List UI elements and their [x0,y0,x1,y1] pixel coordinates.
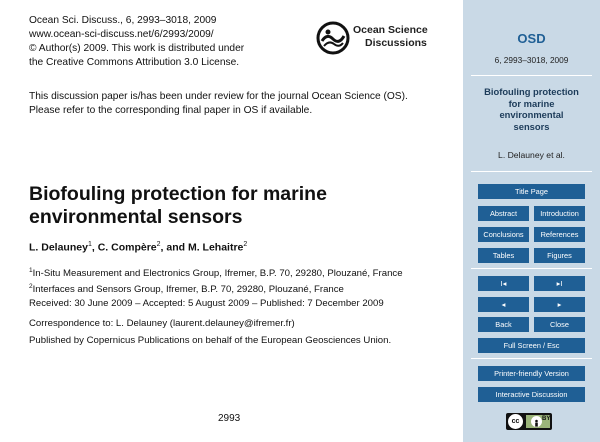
figures-button[interactable]: Figures [534,248,585,263]
interactive-discussion-button[interactable]: Interactive Discussion [478,387,585,402]
abstract-button[interactable]: Abstract [478,206,529,221]
copyright-line: © Author(s) 2009. This work is distributed under [29,43,245,54]
title-page-button[interactable]: Title Page [478,184,585,199]
author-list: L. Delauney$^1$, C. Compère$^2$, and M. Lehaitre$^2$ [29,241,248,254]
license-line: the Creative Commons Attribution 3.0 License. [29,57,240,68]
citation-url[interactable]: www.ocean-sci-discuss.net/6/2993/2009/ [29,29,214,40]
next-page-button[interactable]: ▸ [534,297,585,312]
sidebar-title-line: environmental [499,109,564,120]
affiliation-1 [29,264,459,280]
back-button[interactable]: Back [478,317,529,332]
divider [471,268,592,269]
title-line-2: environmental sensors [29,206,243,228]
citation-line: Ocean Sci. Discuss., 6, 2993–3018, 2009 [29,15,217,26]
references-button[interactable]: References [534,227,585,242]
divider [471,358,592,359]
paper-title [29,183,449,229]
author-affil-marker: 2 [156,241,161,248]
affiliation-text: Interfaces and Sensors Group, Ifremer, B.P. 70, 29280, Plouzané, France [32,284,344,296]
affil-marker: 2 [29,283,33,291]
by-person-icon [531,416,542,427]
by-label: BY [542,416,551,422]
sidebar-author: L. Delauney et al. [498,150,565,160]
printer-friendly-button[interactable]: Printer-friendly Version [478,366,585,381]
publisher-note: Published by Copernicus Publications on behalf of the European Geosciences Union. [29,335,392,346]
fullscreen-button[interactable]: Full Screen / Esc [478,338,585,353]
cc-icon: cc [508,414,523,429]
previous-page-button[interactable]: ◂ [478,297,529,312]
correspondence: Correspondence to: L. Delauney (laurent.delauney@ifremer.fr) [29,318,295,329]
affiliation-text: In-Situ Measurement and Electronics Group, Ifremer, B.P. 70, 29280, Plouzané, France [32,268,403,280]
conclusions-button[interactable]: Conclusions [478,227,529,242]
first-page-button[interactable]: I◂ [478,276,529,291]
author-affil-marker: 2 [243,241,248,248]
sidebar-title [463,86,600,132]
journal-logo-text [353,24,428,50]
cc-license-badge[interactable] [506,413,552,430]
sidebar-title-line: for marine [508,97,555,109]
logo-line-2: Discussions [365,37,427,49]
last-page-button[interactable]: ▸I [534,276,585,291]
page-number: 2993 [218,413,241,424]
globe-wave-icon [316,21,350,55]
person-icon [531,418,542,429]
affil-marker: 1 [29,267,33,274]
author-affil-marker: 1 [87,241,92,248]
navigation-sidebar [463,0,600,442]
sidebar-journal: OSD [517,31,546,46]
tables-button[interactable]: Tables [478,248,529,263]
author-name: L. Delauney [29,241,88,254]
author-name: C. Compère [97,241,157,254]
affiliation-2 [29,280,459,296]
notice-line-1: This discussion paper is/has been under review for the journal Ocean Science (OS). [29,91,408,102]
journal-logo [316,21,436,55]
affiliations [29,264,459,296]
close-button[interactable]: Close [534,317,585,332]
author-name: M. Lehaitre [187,241,244,254]
publication-dates: Received: 30 June 2009 – Accepted: 5 August 2009 – Published: 7 December 2009 [29,298,384,309]
citation-header [29,14,299,70]
sidebar-title-line: Biofouling protection [484,86,579,97]
sidebar-title-line: sensors [513,120,550,132]
sidebar-reference: 6, 2993–3018, 2009 [494,55,569,65]
notice-line-2: Please refer to the corresponding final paper in OS if available. [29,105,313,116]
title-line-1: Biofouling protection for marine [29,183,327,205]
divider [471,75,592,76]
introduction-button[interactable]: Introduction [534,206,585,221]
logo-line-1: Ocean Science [353,24,428,36]
review-notice [29,90,449,118]
divider [471,171,592,172]
